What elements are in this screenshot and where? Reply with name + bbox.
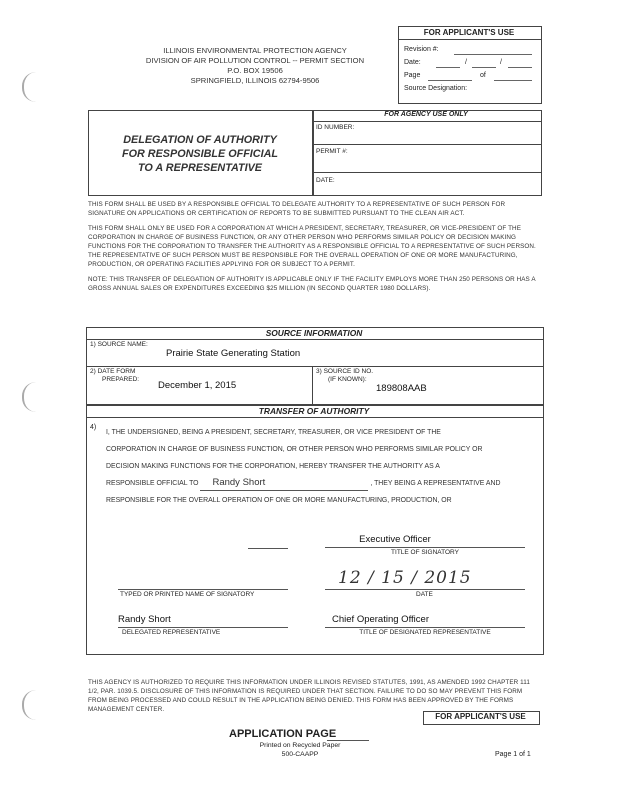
footer-applicant-use: FOR APPLICANT'S USE	[435, 712, 526, 721]
date-form-label	[90, 368, 139, 384]
source-info-header: SOURCE INFORMATION	[265, 328, 363, 338]
page-of: Page 1 of 1	[495, 751, 531, 758]
transfer-line4b: , THEY BEING A REPRESENTATIVE AND	[370, 480, 501, 487]
date-sep: /	[500, 59, 502, 66]
representative-title-label: TITLE OF DESIGNATED REPRESENTATIVE	[359, 629, 491, 636]
date-form-label-2: PREPARED:	[102, 376, 140, 383]
application-page-label: APPLICATION PAGE	[229, 728, 337, 740]
date-sep: /	[465, 59, 467, 66]
page-field[interactable]	[428, 80, 472, 81]
source-name-label: 1) SOURCE NAME:	[90, 341, 148, 348]
date-month-field[interactable]	[436, 67, 460, 68]
divider	[325, 627, 525, 628]
divider	[312, 366, 313, 404]
footer-notice: THIS AGENCY IS AUTHORIZED TO REQUIRE THIS INFORMATION UNDER ILLINOIS REVISED STATUTES, 1991, AS AMENDED 1992 CHAPTER 111 1/2, PAR. 1039.5. DISCLOSURE OF THIS INFORMATION IS REQUIRED UNDER THAT SECTION. FAILURE TO DO SO MAY PREVENT THIS FORM FROM BEING PROCESSED AND COULD RESULT IN THE APPLICATION BEING DENIED. THIS FORM HAS BEEN APPROVED BY THE FORMS MANAGEMENT CENTER.	[88, 679, 531, 713]
divider	[398, 39, 541, 40]
transfer-line3: DECISION MAKING FUNCTIONS FOR THE CORPORATION, HEREBY TRANSFER THE AUTHORITY AS A	[106, 463, 440, 470]
divider	[312, 121, 541, 122]
representative-value[interactable]: Randy Short	[118, 614, 171, 625]
instructions-p3: NOTE: THIS TRANSFER OF DELEGATION OF AUTHORITY IS APPLICABLE ONLY IF THE FACILITY EMPLOYS MORE THAN 250 PERSONS OR HAS A GROSS ANNUAL SALES OR EXPENDITURES EXCEEDING $25 MILLION (IN SECOND QUARTER 1980 DOLLARS).	[88, 276, 536, 292]
agency-use-header: FOR AGENCY USE ONLY	[384, 111, 468, 118]
transfer-text	[106, 424, 536, 509]
divider	[312, 144, 541, 145]
transfer-header: TRANSFER OF AUTHORITY	[258, 406, 370, 416]
transfer-line4	[106, 475, 536, 492]
recycled-note: Printed on Recycled Paper	[259, 742, 341, 749]
agency-pobox: P.O. BOX 19506	[227, 66, 283, 75]
divider	[86, 339, 543, 340]
agency-division: DIVISION OF AIR POLLUTION CONTROL -- PERMIT SECTION	[145, 56, 365, 65]
revision-label: Revision #:	[404, 46, 439, 53]
source-id-label-2: (IF KNOWN):	[328, 376, 367, 383]
transfer-line2: CORPORATION IN CHARGE OF BUSINESS FUNCTION, OR OTHER PERSON WHO PERFORMS SIMILAR POLICY OR	[106, 446, 483, 453]
form-title-line1: DELEGATION OF AUTHORITY	[123, 134, 277, 146]
form-code: 500-CAAPP	[281, 751, 319, 758]
source-name-value[interactable]: Prairie State Generating Station	[166, 348, 301, 359]
representative-label: DELEGATED REPRESENTATIVE	[122, 629, 221, 636]
divider	[325, 589, 525, 590]
source-id-label	[316, 368, 373, 384]
date-form-value[interactable]: December 1, 2015	[158, 380, 237, 391]
form-title-line2: FOR RESPONSIBLE OFFICIAL	[122, 148, 278, 160]
form-title-line3: TO A REPRESENTATIVE	[138, 162, 262, 174]
divider	[312, 172, 541, 173]
transfer-line1: I, THE UNDERSIGNED, BEING A PRESIDENT, SECRETARY, TREASURER, OR VICE PRESIDENT OF THE	[106, 429, 441, 436]
instructions	[88, 200, 542, 293]
agency-header	[120, 46, 390, 86]
signatory-title-value[interactable]: Executive Officer	[359, 534, 431, 545]
transfer-line4a: RESPONSIBLE OFFICIAL TO	[106, 480, 199, 487]
representative-name: Randy Short	[212, 477, 266, 488]
signature-line[interactable]	[248, 548, 288, 549]
application-page-field[interactable]	[327, 740, 369, 741]
source-id-label-1: 3) SOURCE ID NO.	[316, 368, 374, 375]
source-designation-label: Source Designation:	[404, 85, 468, 92]
date-year-field[interactable]	[508, 67, 532, 68]
representative-name-field[interactable]	[200, 477, 368, 491]
page-total-field[interactable]	[494, 80, 532, 81]
of-label: of	[480, 72, 486, 79]
date-form-label-1: 2) DATE FORM	[90, 368, 136, 375]
transfer-number: 4)	[90, 424, 97, 431]
signature-date-label: DATE	[416, 591, 433, 598]
transfer-line5: RESPONSIBLE FOR THE OVERALL OPERATION OF ONE OR MORE MANUFACTURING, PRODUCTION, OR	[106, 497, 452, 504]
agency-name: ILLINOIS ENVIRONMENTAL PROTECTION AGENCY	[163, 46, 347, 55]
divider	[86, 366, 543, 367]
divider	[118, 589, 288, 590]
representative-title-value[interactable]: Chief Operating Officer	[332, 614, 429, 625]
form-title	[88, 133, 312, 175]
signature-date-value[interactable]: 12 / 15 / 2015	[338, 568, 472, 588]
applicant-use-header: FOR APPLICANT'S USE	[423, 28, 515, 37]
source-id-value[interactable]: 189808AAB	[376, 383, 427, 394]
page-label: Page	[404, 72, 421, 79]
date-label: Date:	[404, 59, 421, 66]
revision-field[interactable]	[454, 54, 532, 55]
instructions-p1: THIS FORM SHALL BE USED BY A RESPONSIBLE OFFICIAL TO DELEGATE AUTHORITY TO A REPRESENTATIVE OF SUCH PERSON FOR SIGNATURE ON APPLICATIONS OR CERTIFICATION OF REPORTS TO BE SUBMITTED PURSUANT TO THE CLEAN AIR ACT.	[88, 201, 506, 217]
signatory-title-label: TITLE OF SIGNATORY	[391, 549, 459, 556]
typed-name-label: TYPED OR PRINTED NAME OF SIGNATORY	[120, 591, 255, 598]
permit-label: PERMIT #:	[316, 148, 348, 155]
date-day-field[interactable]	[472, 67, 496, 68]
agency-date-label: DATE:	[316, 177, 335, 184]
agency-city: SPRINGFIELD, ILLINOIS 62794-9506	[190, 76, 320, 85]
binder-mark	[22, 690, 38, 720]
divider	[325, 547, 525, 548]
binder-mark	[22, 382, 38, 412]
id-number-label: ID NUMBER:	[316, 124, 355, 131]
instructions-p2: THIS FORM SHALL ONLY BE USED FOR A CORPORATION AT WHICH A PRESIDENT, SECRETARY, TREASURER, OR VICE-PRESIDENT OF THE CORPORATION IN CHARGE OF BUSINESS FUNCTION, OR ANY OTHER PERSON WHO PERFORMS SIMILAR POLICY OR DECISION MAKING FUNCTIONS FOR THE CORPORATION TO TRANSFER THE AUTHORITY AS A RESPONSIBLE OFFICIAL TO A REPRESENTATIVE OF SUCH PERSON. THE REPRESENTATIVE OF SUCH PERSON MUST BE RESPONSIBLE FOR THE OVERALL OPERATION OF ONE OR MORE MANUFACTURING, PRODUCTION, OR OPERATING FACILITIES APPLYING FOR OR SUBJECT TO A PERMIT.	[88, 225, 536, 268]
binder-mark	[22, 72, 38, 102]
divider	[118, 627, 288, 628]
divider	[86, 417, 543, 418]
